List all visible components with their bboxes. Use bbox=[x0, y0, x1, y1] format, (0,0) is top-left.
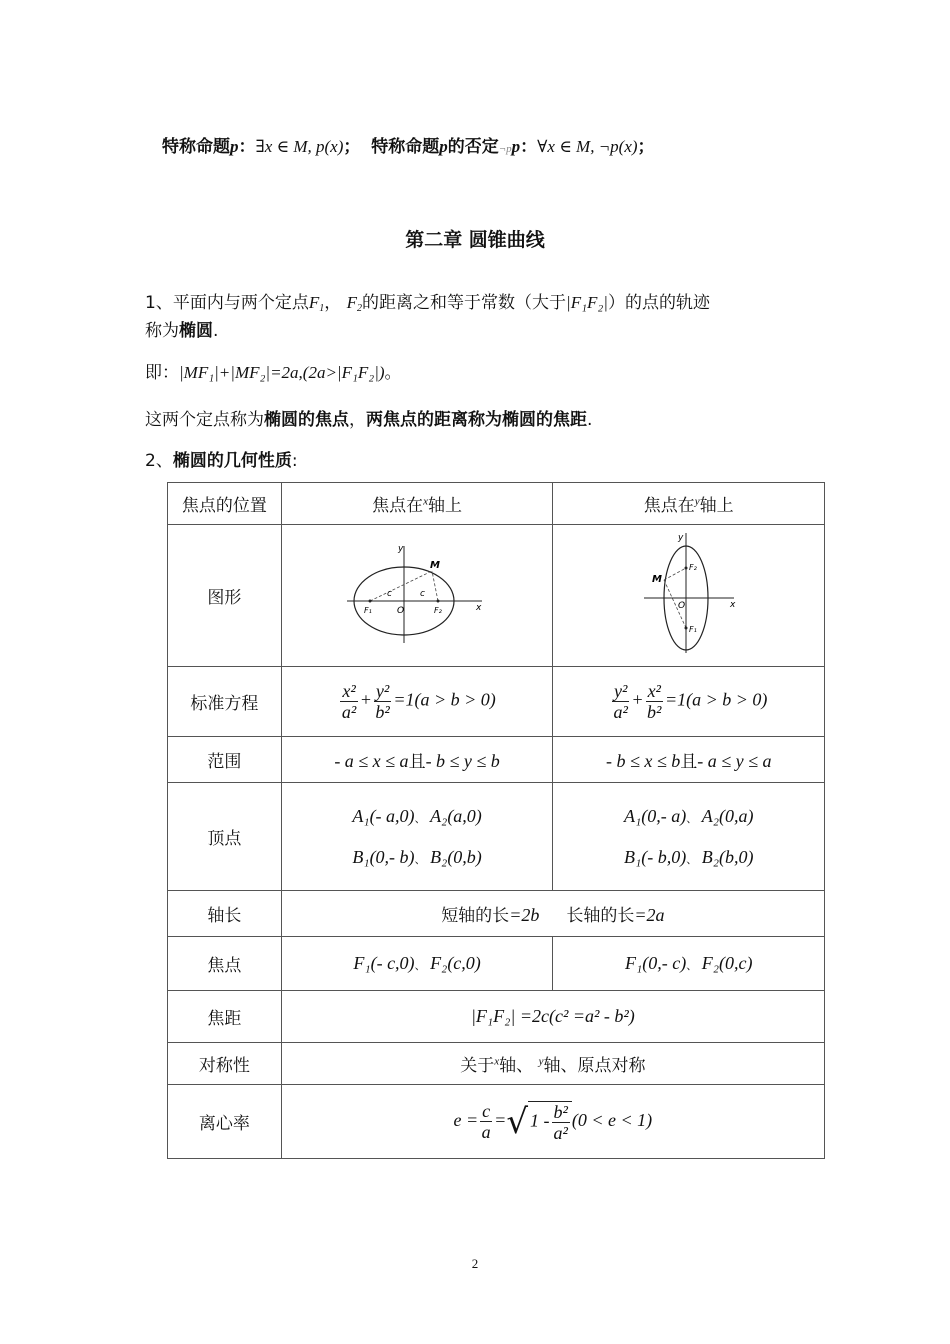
f2-symbol: $F_2$ bbox=[346, 293, 363, 314]
focus-definition bbox=[145, 405, 592, 430]
colon: ： bbox=[238, 137, 256, 157]
label-focus: 焦点 bbox=[168, 937, 282, 991]
fig-x-o: O bbox=[397, 606, 405, 616]
semicolon: ； bbox=[343, 137, 361, 157]
fig-x-c1: c bbox=[387, 589, 393, 599]
table-header-row bbox=[168, 483, 825, 525]
label-axis-length: 轴长 bbox=[168, 891, 282, 937]
f1f2-symbol: |F₁F₂| bbox=[566, 293, 608, 312]
section-number: 2、 bbox=[145, 451, 173, 471]
fig-x-m-label: M bbox=[430, 560, 441, 571]
fig-y-f1: F₁ bbox=[688, 625, 697, 634]
formula-prefix: 即： bbox=[145, 363, 179, 383]
table-row-ecc bbox=[168, 1085, 825, 1159]
focus-y: F₁(0,- c)、 F₂(0,c) bbox=[553, 937, 825, 991]
fig-x-x-label: x bbox=[476, 603, 482, 613]
focal-distance-term: 两焦点的距离称为椭圆的焦距 bbox=[366, 410, 587, 430]
section-heading-2 bbox=[145, 446, 298, 471]
top-line bbox=[162, 132, 655, 157]
label-symmetry: 对称性 bbox=[168, 1043, 282, 1085]
table-row-axis bbox=[168, 891, 825, 937]
negation-label: 特称命题 bbox=[371, 137, 440, 157]
label-std-eq: 标准方程 bbox=[168, 667, 282, 737]
symmetry-text: 关于$^x$轴、 $^y$轴、原点对称 bbox=[281, 1043, 824, 1085]
def-comma: ， bbox=[324, 293, 342, 313]
ellipse-definition-line2 bbox=[145, 316, 218, 341]
table-row-vertex bbox=[168, 783, 825, 891]
table-row-focus bbox=[168, 937, 825, 991]
neg-symbol: ¬p bbox=[498, 143, 512, 155]
ellipse-formula-line bbox=[145, 358, 402, 383]
fig-x-f2: F₂ bbox=[434, 606, 442, 615]
ellipse-properties-table bbox=[167, 482, 825, 1159]
universal-formula: ∀x ∈ M, ¬p(x) bbox=[537, 137, 638, 156]
def-text-d: 称为 bbox=[145, 321, 179, 341]
table-row-figure bbox=[168, 525, 825, 667]
fig-x-y-label: y bbox=[398, 544, 404, 554]
fig-x-f1: F₁ bbox=[364, 606, 372, 615]
ellipse-x-figure bbox=[342, 538, 492, 648]
chapter-title: 第二章 圆锥曲线 bbox=[405, 229, 545, 251]
def-period: . bbox=[213, 321, 219, 341]
label-eccentricity: 离心率 bbox=[168, 1085, 282, 1159]
formula-suffix: 。 bbox=[384, 363, 402, 383]
section-title: 椭圆的几何性质 bbox=[172, 451, 292, 471]
header-focus-on-x: 焦点在$^x$轴上 bbox=[281, 483, 553, 525]
focal-distance-formula: |F₁F₂| =2c(c² =a² - b²) bbox=[281, 991, 824, 1043]
std-eq-y: $\frac{\text{y²}}{\text{a²}}$ + $\frac{\text{x²}}{\text{b²}}$ =1(a > b > 0) bbox=[553, 667, 825, 737]
fig-y-y-label: y bbox=[677, 533, 684, 543]
label-range: 范围 bbox=[168, 737, 282, 783]
table-row-focal-dist bbox=[168, 991, 825, 1043]
std-eq-x: $\frac{\text{x²}}{\text{a²}}$ + $\frac{\text{y²}}{\text{b²}}$ =1(a > b > 0) bbox=[281, 667, 553, 737]
ellipse-definition-line1 bbox=[145, 288, 710, 314]
var-p: p bbox=[230, 137, 239, 156]
label-vertex: 顶点 bbox=[168, 783, 282, 891]
def-text-a: 1、平面内与两个定点 bbox=[145, 293, 309, 313]
fig-y-x-label: x bbox=[729, 600, 736, 610]
eccentricity-formula: e = $\frac{c}{a}$ =√ 1 - $\frac{\text{b²}}{\text{a²}}$ (0 < e < 1) bbox=[281, 1085, 824, 1159]
vertex-x: A₁(- a,0)、 A₂(a,0) B₁(0,- b)、 B₂(0,b) bbox=[281, 783, 553, 891]
range-y: - b ≤ x ≤ b且- a ≤ y ≤ a bbox=[553, 737, 825, 783]
focus-x: F₁(- c,0)、 F₂(c,0) bbox=[281, 937, 553, 991]
figure-x-cell bbox=[281, 525, 553, 667]
existential-formula: ∃x ∈ M, p(x) bbox=[255, 137, 344, 156]
colon-2: ： bbox=[520, 137, 538, 157]
var-p-2: p bbox=[439, 137, 448, 156]
var-p-3: p bbox=[511, 137, 521, 156]
axis-length-values: 短轴的长=2b 长轴的长=2a bbox=[281, 891, 824, 937]
figure-y-cell bbox=[553, 525, 825, 667]
ellipse-formula: |MF₁|+|MF₂|=2a,(2a>|F₁F₂|) bbox=[179, 363, 385, 382]
page-number: 2 bbox=[471, 1256, 479, 1271]
def-text-c: ）的点的轨迹 bbox=[607, 293, 710, 313]
vertex-y: A₁(0,- a)、 A₂(0,a) B₁(- b,0)、 B₂(b,0) bbox=[553, 783, 825, 891]
header-focus-position: 焦点的位置 bbox=[168, 483, 282, 525]
fig-y-o: O bbox=[677, 601, 685, 611]
ellipse-y-figure bbox=[634, 528, 744, 658]
section-colon: : bbox=[291, 451, 298, 471]
fig-y-f2: F₂ bbox=[688, 563, 697, 572]
header-focus-on-y: 焦点在$^y$轴上 bbox=[553, 483, 825, 525]
label-focal-distance: 焦距 bbox=[168, 991, 282, 1043]
semicolon-2: ； bbox=[637, 137, 655, 157]
focus-period: . bbox=[587, 410, 593, 430]
label-figure: 图形 bbox=[168, 525, 282, 667]
table-row-symmetry bbox=[168, 1043, 825, 1085]
f1-symbol: $F_1$ bbox=[308, 293, 325, 314]
range-x: - a ≤ x ≤ a且- b ≤ y ≤ b bbox=[281, 737, 553, 783]
def-text-b: 的距离之和等于常数（大于 bbox=[362, 293, 567, 313]
fig-y-m-label: M bbox=[651, 574, 662, 585]
focus-comma: ， bbox=[349, 410, 366, 430]
focus-term: 椭圆的焦点 bbox=[264, 410, 349, 430]
table-row-range bbox=[168, 737, 825, 783]
fig-x-c2: c bbox=[420, 589, 426, 599]
table-row-std-eq bbox=[168, 667, 825, 737]
existential-label: 特称命题 bbox=[162, 137, 230, 157]
focus-text-a: 这两个定点称为 bbox=[145, 410, 264, 430]
negation-of: 的否定 bbox=[447, 137, 499, 157]
ellipse-term: 椭圆 bbox=[179, 321, 213, 341]
